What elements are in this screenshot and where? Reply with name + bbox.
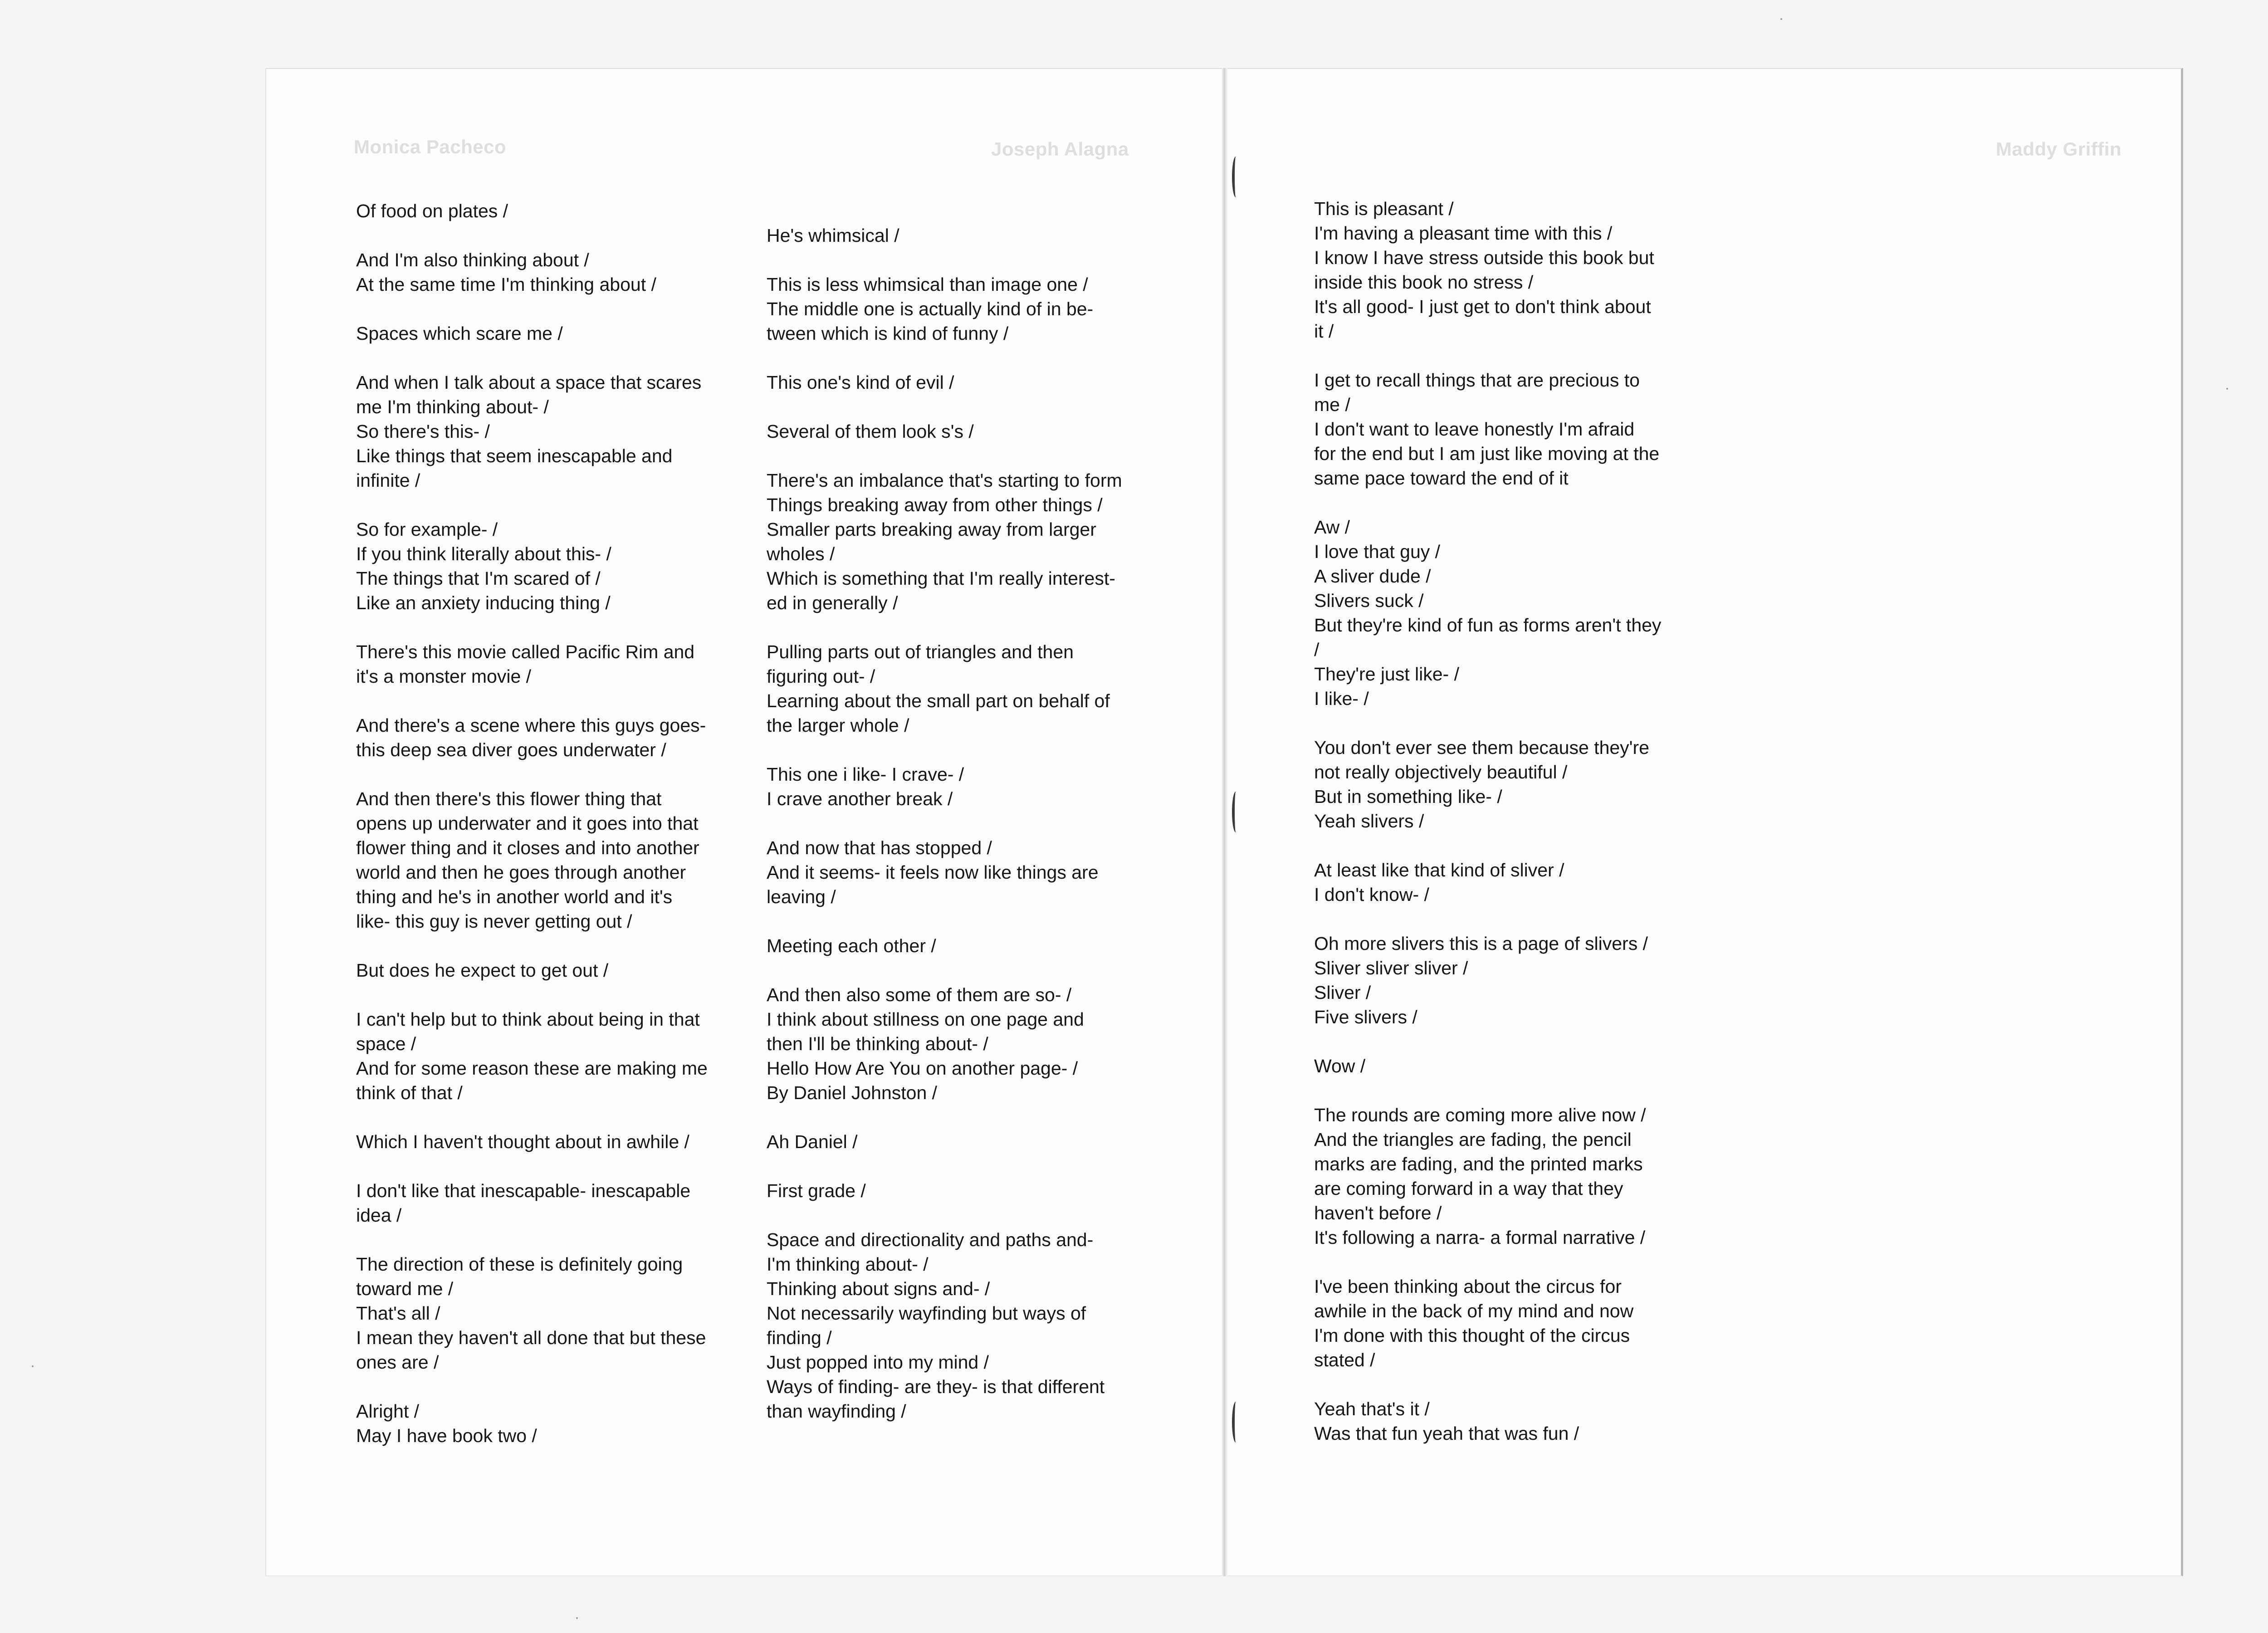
text-line: not really objectively beautiful / <box>1314 762 1568 782</box>
stanza <box>356 517 755 615</box>
left-page-column-1 <box>356 199 755 1472</box>
text-line: haven't before / <box>1314 1203 1442 1223</box>
text-line: stated / <box>1314 1349 1375 1370</box>
text-line: Was that fun yeah that was fun / <box>1314 1423 1579 1444</box>
text-line: And then also some of them are so- / <box>767 984 1072 1005</box>
dust-speck <box>576 1617 578 1619</box>
stanza <box>767 1178 1166 1203</box>
text-line: are coming forward in a way that they <box>1314 1178 1623 1199</box>
text-line: awhile in the back of my mind and now <box>1314 1301 1634 1321</box>
text-line: Sliver sliver sliver / <box>1314 958 1468 978</box>
text-line: leaving / <box>767 886 836 907</box>
text-line: tween which is kind of funny / <box>767 323 1009 344</box>
text-line: Several of them look s's / <box>767 421 974 442</box>
text-line: Hello How Are You on another page- / <box>767 1058 1078 1079</box>
text-line: So there's this- / <box>356 421 490 442</box>
text-line: idea / <box>356 1205 402 1226</box>
text-line: Thinking about signs and- / <box>767 1278 990 1299</box>
text-line: it / <box>1314 321 1334 342</box>
text-line: Yeah that's it / <box>1314 1398 1430 1419</box>
text-line: And for some reason these are making me <box>356 1058 708 1079</box>
stanza <box>1314 1054 1713 1078</box>
text-line: me / <box>1314 394 1350 415</box>
text-line: But does he expect to get out / <box>356 960 609 981</box>
text-line: thing and he's in another world and it's <box>356 886 673 907</box>
left-page-column-2 <box>767 223 1166 1448</box>
text-line: Spaces which scare me / <box>356 323 563 344</box>
stanza <box>767 370 1166 395</box>
stanza <box>767 983 1166 1105</box>
text-line: me I'm thinking about- / <box>356 396 549 417</box>
text-line: And I'm also thinking about / <box>356 249 589 270</box>
text-line: I like- / <box>1314 688 1369 709</box>
text-line: I'm done with this thought of the circus <box>1314 1325 1630 1346</box>
stanza <box>767 1129 1166 1154</box>
text-line: I get to recall things that are precious to <box>1314 370 1640 391</box>
text-line: infinite / <box>356 470 420 491</box>
text-line: At least like that kind of sliver / <box>1314 860 1564 880</box>
book-spine <box>1222 68 1227 1576</box>
text-line: I love that guy / <box>1314 541 1441 562</box>
text-line: This is less whimsical than image one / <box>767 274 1088 295</box>
text-line: This one i like- I crave- / <box>767 764 964 785</box>
text-line: So for example- / <box>356 519 498 540</box>
text-line: And there's a scene where this guys goes- <box>356 715 706 736</box>
text-line: May I have book two / <box>356 1425 537 1446</box>
text-line: ed in generally / <box>767 592 898 613</box>
stanza <box>767 640 1166 738</box>
text-line: wholes / <box>767 543 835 564</box>
text-line: I crave another break / <box>767 788 953 809</box>
stanza <box>1314 1397 1713 1446</box>
stanza <box>767 836 1166 909</box>
text-line: Like things that seem inescapable and <box>356 445 673 466</box>
stanza <box>356 1399 755 1448</box>
dust-speck <box>1780 18 1782 20</box>
text-line: marks are fading, and the printed marks <box>1314 1154 1643 1174</box>
staple-middle-icon <box>1232 792 1238 832</box>
ghost-header-left-2: Joseph Alagna <box>991 138 1129 160</box>
stanza <box>356 248 755 297</box>
text-line: Slivers suck / <box>1314 590 1424 611</box>
stanza <box>1314 931 1713 1029</box>
text-line: I know I have stress outside this book but <box>1314 247 1654 268</box>
text-line: opens up underwater and it goes into that <box>356 813 699 834</box>
text-line: I'm thinking about- / <box>767 1254 929 1275</box>
text-line: I don't like that inescapable- inescapable <box>356 1180 691 1201</box>
text-line: Five slivers / <box>1314 1007 1418 1027</box>
stanza <box>356 1252 755 1374</box>
text-line: Of food on plates / <box>356 200 508 221</box>
stanza <box>767 934 1166 958</box>
text-line: then I'll be thinking about- / <box>767 1033 988 1054</box>
stanza <box>356 640 755 689</box>
stanza <box>1314 515 1713 711</box>
stanza <box>356 321 755 346</box>
text-line: than wayfinding / <box>767 1401 906 1422</box>
text-line: Sliver / <box>1314 982 1371 1003</box>
text-line: And when I talk about a space that scares <box>356 372 702 393</box>
text-line: This one's kind of evil / <box>767 372 954 393</box>
text-line: Not necessarily wayfinding but ways of <box>767 1303 1086 1324</box>
stanza <box>767 1227 1166 1423</box>
text-line: inside this book no stress / <box>1314 272 1534 293</box>
text-line: And now that has stopped / <box>767 837 992 858</box>
text-line: Yeah slivers / <box>1314 811 1424 831</box>
text-line: for the end but I am just like moving at the <box>1314 443 1660 464</box>
text-line: At the same time I'm thinking about / <box>356 274 656 295</box>
stanza <box>1314 368 1713 490</box>
text-line: The rounds are coming more alive now / <box>1314 1105 1646 1125</box>
text-line: figuring out- / <box>767 666 875 687</box>
text-line: same pace toward the end of it <box>1314 468 1569 489</box>
staple-top-icon <box>1232 156 1238 197</box>
text-line: Space and directionality and paths and- <box>767 1229 1094 1250</box>
text-line: Which I haven't thought about in awhile / <box>356 1131 689 1152</box>
stanza <box>1314 1103 1713 1250</box>
staple-bottom-icon <box>1232 1402 1238 1442</box>
text-line: I've been thinking about the circus for <box>1314 1276 1622 1297</box>
text-line: But they're kind of fun as forms aren't they <box>1314 615 1662 636</box>
text-line: This is pleasant / <box>1314 198 1454 219</box>
text-line: You don't ever see them because they're <box>1314 737 1649 758</box>
text-line: Aw / <box>1314 517 1350 538</box>
stanza <box>356 1178 755 1227</box>
right-page-column-1 <box>1314 196 1713 1470</box>
stanza <box>1314 1274 1713 1372</box>
text-line: I don't want to leave honestly I'm afraid <box>1314 419 1635 440</box>
text-line: Alright / <box>356 1401 419 1422</box>
text-line: / <box>1314 639 1320 660</box>
text-line: There's this movie called Pacific Rim and <box>356 641 695 662</box>
text-line: toward me / <box>356 1278 454 1299</box>
text-line: ones are / <box>356 1352 439 1373</box>
stanza <box>1314 196 1713 343</box>
text-line: That's all / <box>356 1303 440 1324</box>
text-line: It's all good- I just get to don't think about <box>1314 296 1651 317</box>
text-line: If you think literally about this- / <box>356 543 611 564</box>
ghost-header-right: Maddy Griffin <box>1996 138 2122 160</box>
text-line: He's whimsical / <box>767 225 899 246</box>
text-line: It's following a narra- a formal narrative / <box>1314 1227 1646 1248</box>
stanza <box>356 1129 755 1154</box>
text-line: think of that / <box>356 1082 463 1103</box>
text-line: Meeting each other / <box>767 935 936 956</box>
text-line: it's a monster movie / <box>356 666 532 687</box>
text-line: Learning about the small part on behalf of <box>767 690 1110 711</box>
text-line: Just popped into my mind / <box>767 1352 989 1373</box>
dust-speck <box>32 1365 34 1367</box>
text-line: I don't know- / <box>1314 884 1429 905</box>
stanza <box>1314 858 1713 907</box>
text-line: There's an imbalance that's starting to form <box>767 470 1122 491</box>
text-line: this deep sea diver goes underwater / <box>356 739 666 760</box>
text-line: And the triangles are fading, the pencil <box>1314 1129 1632 1150</box>
text-line: like- this guy is never getting out / <box>356 911 632 932</box>
text-line: Wow / <box>1314 1056 1366 1076</box>
stanza <box>767 223 1166 248</box>
text-line: Which is something that I'm really interest- <box>767 568 1115 589</box>
stanza <box>356 199 755 223</box>
text-line: And then there's this flower thing that <box>356 788 662 809</box>
stanza <box>767 762 1166 811</box>
stanza <box>767 272 1166 346</box>
text-line: space / <box>356 1033 416 1054</box>
stanza <box>356 713 755 762</box>
text-line: And it seems- it feels now like things are <box>767 862 1099 883</box>
text-line: finding / <box>767 1327 832 1348</box>
text-line: I'm having a pleasant time with this / <box>1314 223 1613 244</box>
text-line: They're just like- / <box>1314 664 1459 684</box>
stanza <box>356 958 755 983</box>
text-line: Ah Daniel / <box>767 1131 858 1152</box>
text-line: Oh more slivers this is a page of slivers / <box>1314 933 1648 954</box>
text-line: First grade / <box>767 1180 866 1201</box>
text-line: The things that I'm scared of / <box>356 568 601 589</box>
ghost-header-left: Monica Pacheco <box>354 136 507 157</box>
text-line: I can't help but to think about being in that <box>356 1009 700 1030</box>
text-line: Things breaking away from other things / <box>767 494 1103 515</box>
stanza <box>356 1007 755 1105</box>
text-line: Smaller parts breaking away from larger <box>767 519 1096 540</box>
stanza <box>356 787 755 934</box>
stanza <box>767 468 1166 615</box>
stanza <box>767 419 1166 444</box>
text-line: But in something like- / <box>1314 786 1502 807</box>
text-line: The direction of these is definitely going <box>356 1254 683 1275</box>
text-line: Pulling parts out of triangles and then <box>767 641 1074 662</box>
text-line: Ways of finding- are they- is that different <box>767 1376 1105 1397</box>
text-line: flower thing and it closes and into another <box>356 837 699 858</box>
text-line: I think about stillness on one page and <box>767 1009 1084 1030</box>
text-line: world and then he goes through another <box>356 862 686 883</box>
text-line: I mean they haven't all done that but these <box>356 1327 706 1348</box>
text-line: By Daniel Johnston / <box>767 1082 938 1103</box>
text-line: Like an anxiety inducing thing / <box>356 592 611 613</box>
dust-speck <box>2226 388 2228 390</box>
text-line: The middle one is actually kind of in be- <box>767 298 1094 319</box>
stanza <box>356 370 755 493</box>
text-line: the larger whole / <box>767 715 909 736</box>
stanza <box>1314 735 1713 833</box>
text-line: A sliver dude / <box>1314 566 1431 587</box>
